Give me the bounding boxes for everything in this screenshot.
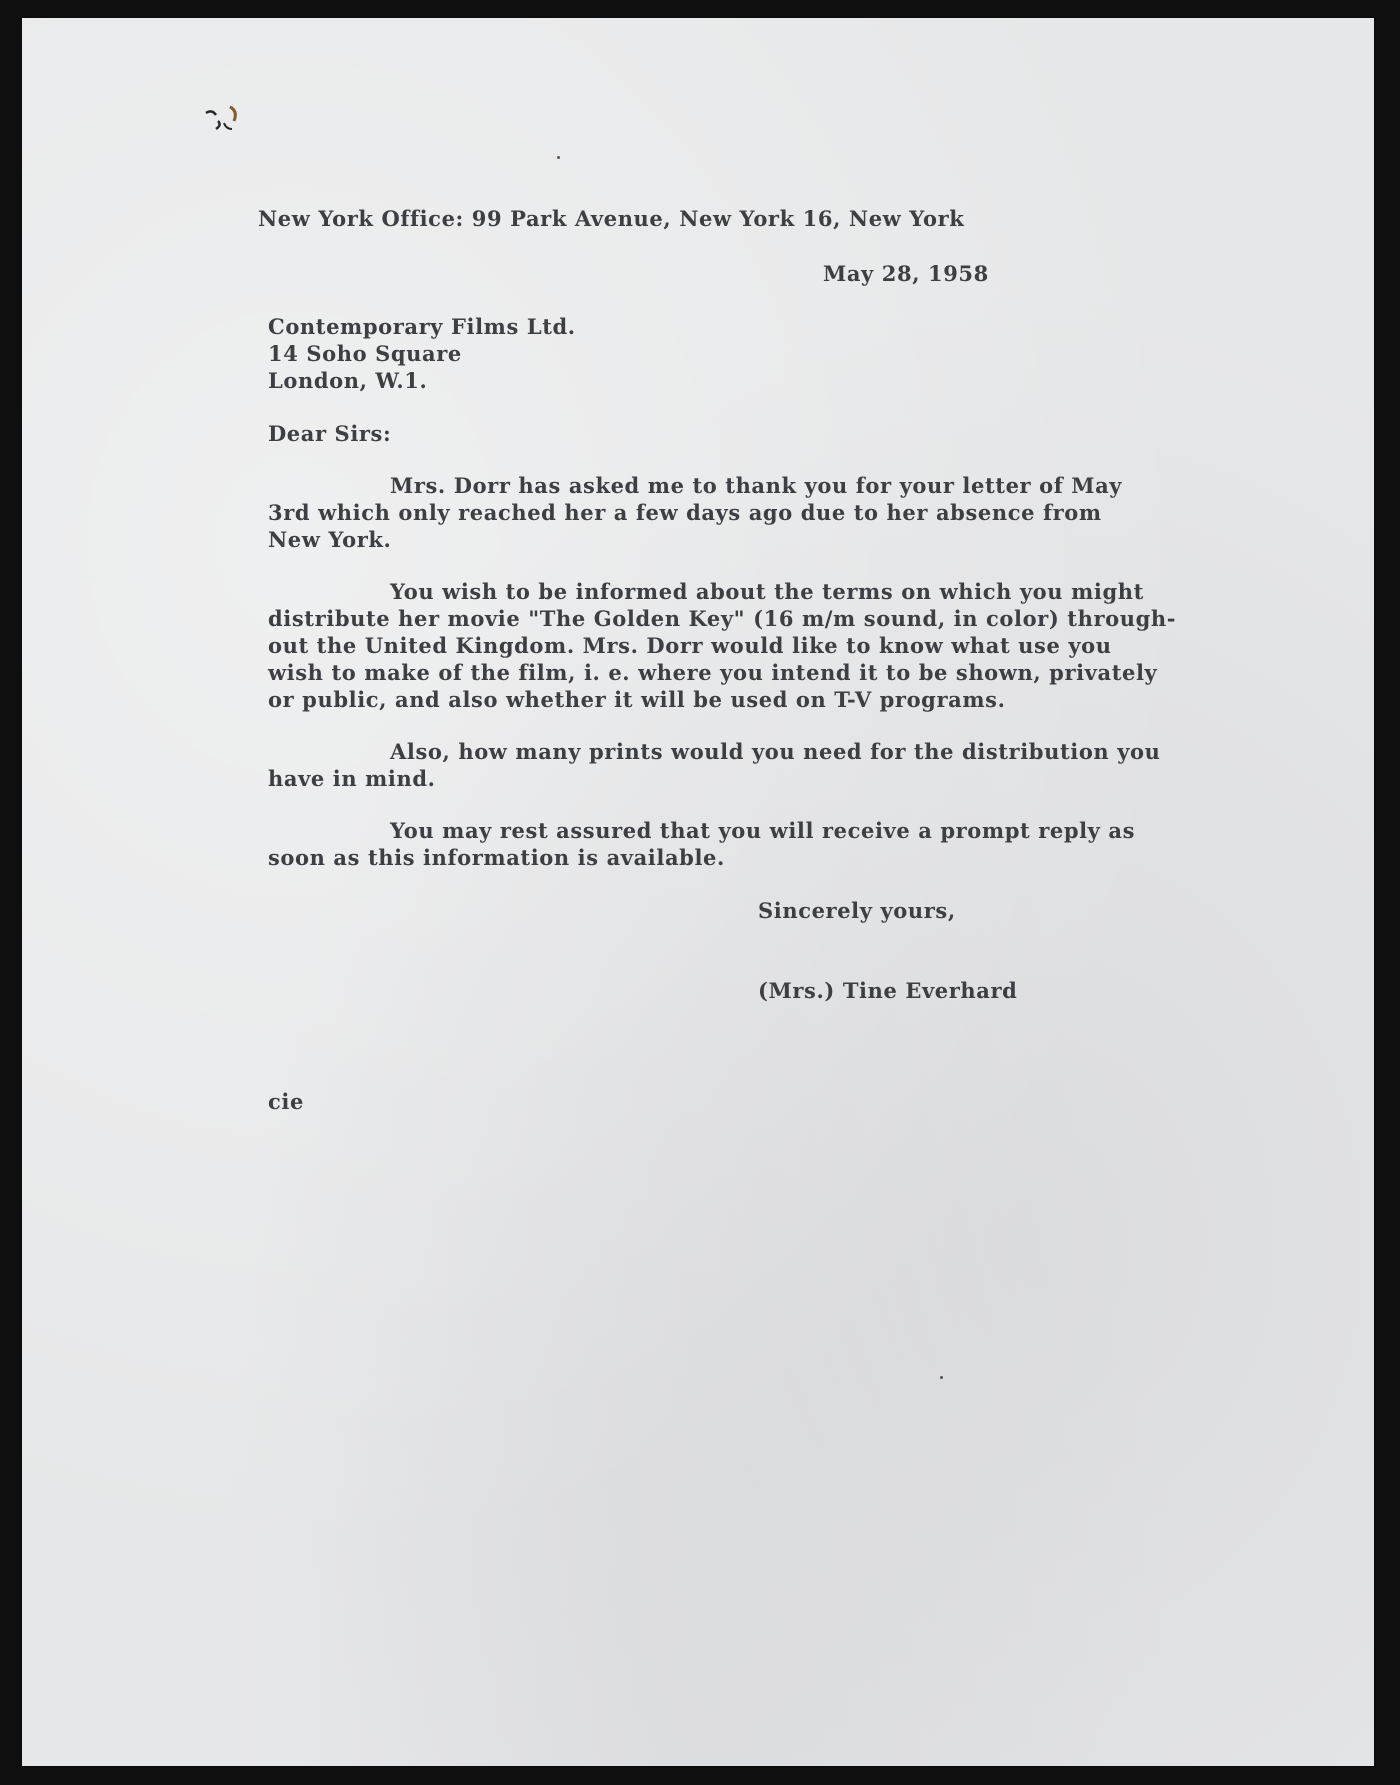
- recipient-line: London, W.1.: [268, 368, 428, 393]
- body-line: out the United Kingdom. Mrs. Dorr would like to know what use you: [268, 633, 1112, 658]
- letterhead: New York Office: 99 Park Avenue, New York 16, New York: [258, 206, 965, 231]
- body-line: You wish to be informed about the terms on which you might: [390, 579, 1144, 604]
- body-line: have in mind.: [268, 766, 436, 791]
- letter-date: May 28, 1958: [823, 261, 989, 286]
- letter-page: [22, 18, 1374, 1766]
- closing: Sincerely yours,: [758, 898, 956, 923]
- recipient-line: 14 Soho Square: [268, 341, 462, 366]
- body-line: Mrs. Dorr has asked me to thank you for your letter of May: [390, 473, 1123, 498]
- body-line: wish to make of the film, i. e. where you intend it to be shown, privately: [268, 660, 1158, 685]
- body-line: New York.: [268, 527, 392, 552]
- body-line: distribute her movie "The Golden Key" (16 m/m sound, in color) through-: [268, 606, 1177, 631]
- paper-speck: [557, 156, 560, 159]
- typist-initials: cie: [268, 1089, 304, 1114]
- body-line: 3rd which only reached her a few days ago due to her absence from: [268, 500, 1102, 525]
- paper-speck: [940, 1376, 943, 1379]
- body-line: You may rest assured that you will receive a prompt reply as: [390, 818, 1136, 843]
- body-line: Also, how many prints would you need for the distribution you: [390, 739, 1161, 764]
- body-line: soon as this information is available.: [268, 845, 725, 870]
- paper-blemish-icon: [192, 93, 252, 143]
- signature-name: (Mrs.) Tine Everhard: [758, 978, 1018, 1003]
- salutation: Dear Sirs:: [268, 421, 392, 446]
- recipient-line: Contemporary Films Ltd.: [268, 314, 576, 339]
- body-line: or public, and also whether it will be used on T-V programs.: [268, 687, 1006, 712]
